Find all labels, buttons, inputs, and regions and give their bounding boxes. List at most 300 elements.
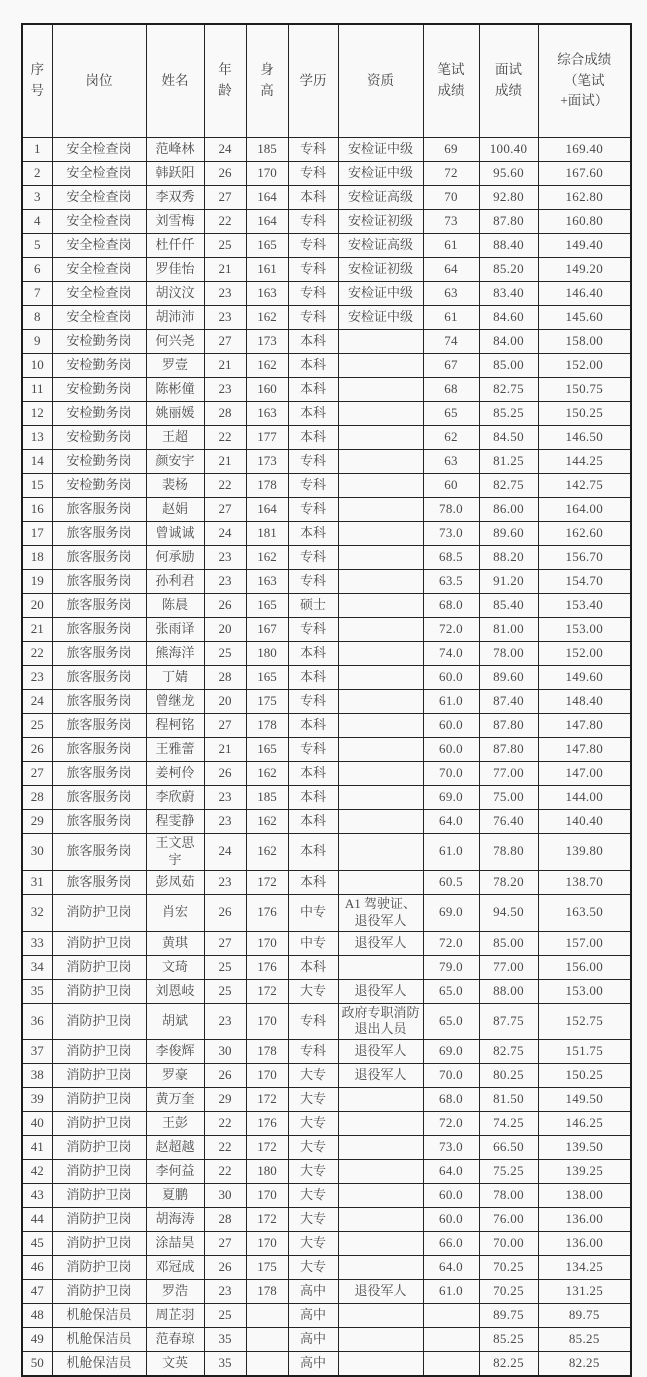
cell-name: 胡斌 — [146, 1003, 204, 1040]
table-row — [22, 810, 631, 834]
cell-name: 肖宏 — [146, 894, 204, 931]
cell-interview: 75.25 — [479, 1160, 538, 1184]
cell-qual — [338, 402, 423, 426]
table-row — [22, 666, 631, 690]
cell-qual — [338, 1112, 423, 1136]
cell-name: 罗佳怡 — [146, 258, 204, 282]
cell-no: 4 — [22, 210, 52, 234]
column-header-edu: 学历 — [288, 24, 338, 138]
cell-qual: 退役军人 — [338, 1040, 423, 1064]
cell-no: 8 — [22, 306, 52, 330]
cell-total: 150.25 — [538, 402, 631, 426]
cell-post: 安全检查岗 — [52, 162, 146, 186]
cell-qual — [338, 1136, 423, 1160]
cell-height: 162 — [246, 306, 288, 330]
cell-post: 旅客服务岗 — [52, 762, 146, 786]
cell-age: 28 — [204, 402, 246, 426]
cell-qual — [338, 1160, 423, 1184]
cell-post: 旅客服务岗 — [52, 690, 146, 714]
table-row — [22, 1136, 631, 1160]
cell-no: 42 — [22, 1160, 52, 1184]
cell-no: 21 — [22, 618, 52, 642]
cell-interview: 88.40 — [479, 234, 538, 258]
cell-age: 29 — [204, 1088, 246, 1112]
cell-height: 178 — [246, 1280, 288, 1304]
cell-height: 170 — [246, 1184, 288, 1208]
cell-height: 180 — [246, 642, 288, 666]
cell-interview: 87.80 — [479, 738, 538, 762]
cell-interview: 75.00 — [479, 786, 538, 810]
cell-total: 153.40 — [538, 594, 631, 618]
cell-interview: 85.25 — [479, 1328, 538, 1352]
cell-name: 彭凤茹 — [146, 870, 204, 894]
cell-name: 王超 — [146, 426, 204, 450]
cell-written: 60.0 — [423, 714, 479, 738]
cell-height: 173 — [246, 450, 288, 474]
cell-written: 61 — [423, 234, 479, 258]
cell-height: 165 — [246, 738, 288, 762]
cell-post: 安检勤务岗 — [52, 450, 146, 474]
table-row — [22, 210, 631, 234]
cell-written: 61 — [423, 306, 479, 330]
cell-qual — [338, 546, 423, 570]
cell-total: 82.25 — [538, 1352, 631, 1377]
cell-qual — [338, 570, 423, 594]
cell-no: 38 — [22, 1064, 52, 1088]
cell-post: 消防护卫岗 — [52, 979, 146, 1003]
cell-edu: 专科 — [288, 210, 338, 234]
cell-height: 170 — [246, 162, 288, 186]
cell-qual: 退役军人 — [338, 931, 423, 955]
cell-edu: 专科 — [288, 234, 338, 258]
cell-qual — [338, 955, 423, 979]
column-header-interview: 面试成绩 — [479, 24, 538, 138]
table-row — [22, 955, 631, 979]
cell-name: 黄万奎 — [146, 1088, 204, 1112]
cell-interview: 88.20 — [479, 546, 538, 570]
cell-total: 138.00 — [538, 1184, 631, 1208]
cell-height: 161 — [246, 258, 288, 282]
cell-age: 28 — [204, 666, 246, 690]
cell-age: 25 — [204, 955, 246, 979]
cell-interview: 85.00 — [479, 354, 538, 378]
cell-height: 163 — [246, 282, 288, 306]
cell-height: 162 — [246, 810, 288, 834]
cell-qual — [338, 810, 423, 834]
cell-interview: 77.00 — [479, 955, 538, 979]
cell-written: 60.0 — [423, 738, 479, 762]
cell-no: 27 — [22, 762, 52, 786]
cell-age: 22 — [204, 1160, 246, 1184]
table-row — [22, 1304, 631, 1328]
cell-interview: 81.25 — [479, 450, 538, 474]
cell-post: 消防护卫岗 — [52, 955, 146, 979]
cell-edu: 专科 — [288, 498, 338, 522]
cell-interview: 95.60 — [479, 162, 538, 186]
cell-height: 175 — [246, 690, 288, 714]
cell-post: 旅客服务岗 — [52, 522, 146, 546]
table-row — [22, 162, 631, 186]
cell-post: 安全检查岗 — [52, 258, 146, 282]
cell-age: 22 — [204, 210, 246, 234]
cell-total: 156.00 — [538, 955, 631, 979]
cell-post: 旅客服务岗 — [52, 786, 146, 810]
cell-interview: 89.60 — [479, 666, 538, 690]
cell-post: 安全检查岗 — [52, 282, 146, 306]
cell-qual — [338, 1232, 423, 1256]
cell-total: 152.00 — [538, 354, 631, 378]
cell-interview: 80.25 — [479, 1064, 538, 1088]
table-row — [22, 186, 631, 210]
cell-name: 曾继龙 — [146, 690, 204, 714]
cell-total: 147.00 — [538, 762, 631, 786]
results-table — [21, 23, 632, 1377]
cell-name: 李何益 — [146, 1160, 204, 1184]
cell-height: 180 — [246, 1160, 288, 1184]
cell-qual — [338, 714, 423, 738]
cell-interview: 85.25 — [479, 402, 538, 426]
cell-interview: 89.60 — [479, 522, 538, 546]
column-header-post: 岗位 — [52, 24, 146, 138]
cell-no: 5 — [22, 234, 52, 258]
cell-edu: 本科 — [288, 354, 338, 378]
cell-age: 21 — [204, 258, 246, 282]
cell-total: 162.60 — [538, 522, 631, 546]
cell-qual: 安检证中级 — [338, 282, 423, 306]
cell-interview: 78.20 — [479, 870, 538, 894]
cell-interview: 88.00 — [479, 979, 538, 1003]
cell-height — [246, 1352, 288, 1377]
cell-height: 178 — [246, 714, 288, 738]
cell-name: 文琦 — [146, 955, 204, 979]
table-row — [22, 498, 631, 522]
cell-no: 50 — [22, 1352, 52, 1377]
cell-age: 27 — [204, 330, 246, 354]
cell-height: 170 — [246, 1232, 288, 1256]
cell-written: 60.0 — [423, 1208, 479, 1232]
cell-edu: 专科 — [288, 690, 338, 714]
cell-written: 65.0 — [423, 979, 479, 1003]
cell-interview: 70.25 — [479, 1256, 538, 1280]
cell-height: 162 — [246, 834, 288, 871]
cell-height: 167 — [246, 618, 288, 642]
cell-name: 曾诚诚 — [146, 522, 204, 546]
cell-written: 70.0 — [423, 1064, 479, 1088]
cell-written: 66.0 — [423, 1232, 479, 1256]
cell-written: 70 — [423, 186, 479, 210]
cell-edu: 本科 — [288, 834, 338, 871]
cell-written: 63.5 — [423, 570, 479, 594]
cell-edu: 专科 — [288, 1003, 338, 1040]
cell-post: 消防护卫岗 — [52, 931, 146, 955]
cell-name: 范春琼 — [146, 1328, 204, 1352]
cell-no: 30 — [22, 834, 52, 871]
cell-post: 旅客服务岗 — [52, 642, 146, 666]
cell-name: 胡沛沛 — [146, 306, 204, 330]
cell-name: 熊海洋 — [146, 642, 204, 666]
cell-height: 172 — [246, 979, 288, 1003]
cell-interview: 74.25 — [479, 1112, 538, 1136]
cell-post: 安全检查岗 — [52, 234, 146, 258]
cell-post: 消防护卫岗 — [52, 1136, 146, 1160]
cell-height: 176 — [246, 955, 288, 979]
cell-no: 20 — [22, 594, 52, 618]
cell-written — [423, 1352, 479, 1377]
cell-height: 165 — [246, 666, 288, 690]
table-row — [22, 354, 631, 378]
cell-qual: 安检证初级 — [338, 258, 423, 282]
cell-height: 165 — [246, 234, 288, 258]
cell-name: 范峰林 — [146, 138, 204, 162]
cell-post: 机舱保洁员 — [52, 1328, 146, 1352]
cell-interview: 78.00 — [479, 642, 538, 666]
cell-interview: 89.75 — [479, 1304, 538, 1328]
cell-age: 25 — [204, 1304, 246, 1328]
cell-no: 43 — [22, 1184, 52, 1208]
cell-written: 69.0 — [423, 1040, 479, 1064]
column-header-no: 序号 — [22, 24, 52, 138]
table-row — [22, 714, 631, 738]
cell-qual: 安检证中级 — [338, 306, 423, 330]
cell-height — [246, 1328, 288, 1352]
cell-height — [246, 1304, 288, 1328]
cell-no: 24 — [22, 690, 52, 714]
table-row — [22, 522, 631, 546]
cell-qual — [338, 738, 423, 762]
cell-age: 26 — [204, 594, 246, 618]
cell-age: 24 — [204, 834, 246, 871]
cell-edu: 本科 — [288, 666, 338, 690]
cell-age: 26 — [204, 894, 246, 931]
cell-qual — [338, 1184, 423, 1208]
table-row — [22, 258, 631, 282]
cell-post: 消防护卫岗 — [52, 1256, 146, 1280]
cell-total: 146.50 — [538, 426, 631, 450]
cell-edu: 专科 — [288, 618, 338, 642]
cell-age: 23 — [204, 870, 246, 894]
cell-name: 韩跃阳 — [146, 162, 204, 186]
cell-name: 程雯静 — [146, 810, 204, 834]
cell-qual: 退役军人 — [338, 979, 423, 1003]
cell-post: 消防护卫岗 — [52, 1280, 146, 1304]
table-row — [22, 834, 631, 871]
cell-interview: 85.40 — [479, 594, 538, 618]
cell-qual — [338, 474, 423, 498]
cell-name: 姜柯伶 — [146, 762, 204, 786]
cell-post: 旅客服务岗 — [52, 714, 146, 738]
cell-edu: 中专 — [288, 894, 338, 931]
cell-height: 170 — [246, 1003, 288, 1040]
cell-interview: 84.50 — [479, 426, 538, 450]
cell-total: 162.80 — [538, 186, 631, 210]
cell-post: 旅客服务岗 — [52, 738, 146, 762]
cell-interview: 70.00 — [479, 1232, 538, 1256]
cell-interview: 94.50 — [479, 894, 538, 931]
cell-no: 48 — [22, 1304, 52, 1328]
cell-total: 152.00 — [538, 642, 631, 666]
cell-written: 72.0 — [423, 1112, 479, 1136]
cell-age: 25 — [204, 234, 246, 258]
cell-name: 丁婧 — [146, 666, 204, 690]
cell-edu: 专科 — [288, 306, 338, 330]
cell-age: 21 — [204, 354, 246, 378]
cell-name: 姚丽媛 — [146, 402, 204, 426]
cell-edu: 专科 — [288, 1040, 338, 1064]
cell-age: 35 — [204, 1352, 246, 1377]
cell-total: 169.40 — [538, 138, 631, 162]
table-row — [22, 979, 631, 1003]
cell-no: 33 — [22, 931, 52, 955]
cell-height: 172 — [246, 1088, 288, 1112]
cell-written: 64 — [423, 258, 479, 282]
cell-no: 23 — [22, 666, 52, 690]
cell-post: 安检勤务岗 — [52, 402, 146, 426]
cell-height: 173 — [246, 330, 288, 354]
cell-age: 27 — [204, 714, 246, 738]
cell-age: 27 — [204, 1232, 246, 1256]
cell-interview: 82.75 — [479, 474, 538, 498]
cell-qual — [338, 762, 423, 786]
column-header-total: 综合成绩（笔试+面试） — [538, 24, 631, 138]
cell-edu: 中专 — [288, 931, 338, 955]
cell-post: 旅客服务岗 — [52, 546, 146, 570]
cell-written — [423, 1328, 479, 1352]
cell-total: 163.50 — [538, 894, 631, 931]
table-row — [22, 762, 631, 786]
cell-total: 149.50 — [538, 1088, 631, 1112]
cell-name: 何承励 — [146, 546, 204, 570]
cell-name: 赵娟 — [146, 498, 204, 522]
cell-post: 安检勤务岗 — [52, 474, 146, 498]
cell-total: 147.80 — [538, 714, 631, 738]
cell-name: 黄琪 — [146, 931, 204, 955]
cell-qual: 退役军人 — [338, 1064, 423, 1088]
cell-post: 消防护卫岗 — [52, 1184, 146, 1208]
cell-name: 裴杨 — [146, 474, 204, 498]
cell-written: 78.0 — [423, 498, 479, 522]
cell-total: 144.00 — [538, 786, 631, 810]
cell-height: 162 — [246, 762, 288, 786]
cell-qual — [338, 666, 423, 690]
cell-total: 89.75 — [538, 1304, 631, 1328]
cell-edu: 大专 — [288, 1112, 338, 1136]
cell-no: 7 — [22, 282, 52, 306]
cell-interview: 82.25 — [479, 1352, 538, 1377]
cell-qual — [338, 786, 423, 810]
table-row — [22, 330, 631, 354]
cell-post: 安检勤务岗 — [52, 354, 146, 378]
cell-no: 2 — [22, 162, 52, 186]
cell-no: 1 — [22, 138, 52, 162]
cell-post: 旅客服务岗 — [52, 570, 146, 594]
cell-qual: 安检证中级 — [338, 162, 423, 186]
cell-post: 消防护卫岗 — [52, 1208, 146, 1232]
cell-no: 44 — [22, 1208, 52, 1232]
cell-post: 消防护卫岗 — [52, 1040, 146, 1064]
cell-qual — [338, 834, 423, 871]
cell-name: 颜安宇 — [146, 450, 204, 474]
cell-age: 27 — [204, 186, 246, 210]
cell-written: 68.0 — [423, 1088, 479, 1112]
cell-age: 25 — [204, 642, 246, 666]
table-row — [22, 306, 631, 330]
cell-qual — [338, 642, 423, 666]
cell-no: 11 — [22, 378, 52, 402]
cell-qual: 安检证初级 — [338, 210, 423, 234]
cell-no: 18 — [22, 546, 52, 570]
cell-height: 164 — [246, 210, 288, 234]
cell-no: 9 — [22, 330, 52, 354]
table-row — [22, 1003, 631, 1040]
cell-edu: 大专 — [288, 1088, 338, 1112]
cell-edu: 大专 — [288, 1232, 338, 1256]
cell-qual — [338, 1208, 423, 1232]
cell-age: 23 — [204, 306, 246, 330]
cell-name: 何兴尧 — [146, 330, 204, 354]
table-row — [22, 1328, 631, 1352]
cell-total: 164.00 — [538, 498, 631, 522]
cell-interview: 76.40 — [479, 810, 538, 834]
cell-total: 149.60 — [538, 666, 631, 690]
cell-height: 162 — [246, 354, 288, 378]
cell-edu: 本科 — [288, 522, 338, 546]
cell-qual — [338, 450, 423, 474]
cell-written: 72.0 — [423, 931, 479, 955]
cell-edu: 本科 — [288, 402, 338, 426]
cell-edu: 专科 — [288, 474, 338, 498]
cell-written: 79.0 — [423, 955, 479, 979]
cell-qual — [338, 1256, 423, 1280]
table-row — [22, 402, 631, 426]
table-row — [22, 1184, 631, 1208]
cell-edu: 专科 — [288, 570, 338, 594]
cell-name: 罗壹 — [146, 354, 204, 378]
cell-edu: 本科 — [288, 955, 338, 979]
table-row — [22, 1256, 631, 1280]
cell-no: 36 — [22, 1003, 52, 1040]
cell-no: 49 — [22, 1328, 52, 1352]
cell-post: 旅客服务岗 — [52, 618, 146, 642]
cell-post: 安检勤务岗 — [52, 426, 146, 450]
cell-written: 60.0 — [423, 666, 479, 690]
cell-total: 149.40 — [538, 234, 631, 258]
cell-written: 60 — [423, 474, 479, 498]
cell-edu: 本科 — [288, 870, 338, 894]
cell-height: 163 — [246, 402, 288, 426]
cell-name: 陈彬僮 — [146, 378, 204, 402]
table-row — [22, 474, 631, 498]
cell-age: 23 — [204, 570, 246, 594]
cell-name: 李俊辉 — [146, 1040, 204, 1064]
column-header-written: 笔试成绩 — [423, 24, 479, 138]
cell-age: 30 — [204, 1040, 246, 1064]
cell-written: 68.0 — [423, 594, 479, 618]
cell-name: 邓冠成 — [146, 1256, 204, 1280]
cell-no: 25 — [22, 714, 52, 738]
cell-total: 148.40 — [538, 690, 631, 714]
cell-post: 机舱保洁员 — [52, 1352, 146, 1377]
cell-interview: 92.80 — [479, 186, 538, 210]
cell-post: 安检勤务岗 — [52, 330, 146, 354]
table-row — [22, 894, 631, 931]
cell-interview: 78.00 — [479, 1184, 538, 1208]
cell-qual: 安检证高级 — [338, 234, 423, 258]
cell-interview: 76.00 — [479, 1208, 538, 1232]
cell-edu: 大专 — [288, 1184, 338, 1208]
cell-height: 163 — [246, 570, 288, 594]
cell-no: 10 — [22, 354, 52, 378]
cell-no: 29 — [22, 810, 52, 834]
